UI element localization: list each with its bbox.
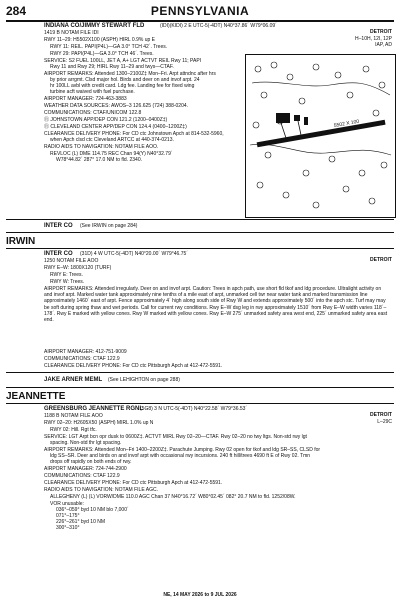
- entry-line: WEATHER DATA SOURCES: AWOS–3 126.625 (724) 388-0204.: [44, 103, 189, 109]
- airport-remarks-inter-co: AIRPORT REMARKS: Attended irregularly. Deer on and invof arpt. Caution: Trees in apch path, use short fld tkof and ldg procedure. Ultralight activity on and invof arpt. Marked water tank approximately nine tenths of a mile east of arpt, unmarked cell twr near water tank and marked transmission line approximately 1460´ east of arpt. Fence approximately 4´ high along south side of Rwy W and extends approximately 500´ into the apch stc. Turf may may be soft during spring thaw and wet periods. Call for current rwy conditions. Rwy E–W dsg leg in rwy approximately 1510´ from Rwy E–W width varies 118´–178´. Rwy E marked with yellow cones. Rwy W marked with yellow cones. Rwy E–W 275´ unmarked safety area west end, 225´ unmarked safety area east end.: [44, 286, 388, 324]
- airport-diagram-svg: [246, 55, 395, 217]
- entry-line: 1250 NOTAM FILE AOO: [44, 258, 99, 264]
- entry-line: when Apch clsd ctc Cleveland ARTCC at 440-374-0213.: [50, 137, 174, 143]
- entry-line: Rwy 11 and Rwy 29; HIRL Rwy 11–29 and twys—CTAF.: [50, 64, 174, 70]
- runway-dimension-label: 5502 X 100: [333, 118, 360, 130]
- section-divider: [6, 387, 394, 388]
- entry-line: RWY W: Trees.: [50, 279, 85, 285]
- entry-line: AIRPORT REMARKS: Attended 1300–2100Z‡ Mon–Fri. Arpt attndnc after hrs: [44, 71, 216, 77]
- region-indiana: DETROIT: [370, 29, 392, 35]
- entry-line: AIRPORT MANAGER: 412-751-9009: [44, 349, 127, 355]
- airport-name-indiana: INDIANA CO/JIMMY STEWART FLD: [44, 23, 145, 29]
- page-header: [6, 4, 394, 18]
- entry-line: spacing. Non-std thr lgt spacing.: [50, 440, 122, 446]
- entry-line: RWY 02: Hill. Rgt tfc.: [50, 427, 97, 433]
- entry-line: RWY 29: PAPI(P4L)—GA 3.0° TCH 46´. Trees.: [50, 51, 154, 57]
- region-greensburg: DETROIT: [370, 412, 392, 418]
- entry-line: VOR unusable:: [50, 501, 84, 507]
- entry-line: SERVICE: LGT Arpt bcn opr dusk to 0600Z‡. ACTVT MIRL Rwy 02–20—CTAF. Rwy 02–20 no twy ltgs. Non-std rwy lgt: [44, 434, 307, 440]
- entry-line: RWY E: Trees.: [50, 272, 83, 278]
- entry-line: Ⓡ CLEVELAND CENTER APP/DEP CON 124.4 (0400–1200Z‡): [44, 124, 187, 130]
- city-heading-irwin: IRWIN: [6, 236, 36, 247]
- entry-line: 1188 B NOTAM FILE AOO: [44, 413, 103, 419]
- section-divider: [6, 232, 394, 233]
- entry-line: CLEARANCE DELIVERY PHONE: For CD ctc Johnstown Apch at 814-532-5960,: [44, 131, 224, 137]
- ref-name-jake-arner: JAKE ARNER MEML: [44, 377, 103, 383]
- entry-line: W78°44.82´ 287° 17.0 NM to fld. 2340.: [56, 157, 142, 163]
- entry-line: AIRPORT MANAGER: 724-744-2900: [44, 466, 127, 472]
- entry-line: RWY 11: REIL. PAPI(P4L)—GA 3.0° TCH 42´. Trees.: [50, 44, 168, 50]
- ref-name-inter-co: INTER CO: [44, 223, 73, 229]
- entry-line: COMMUNICATIONS: CTAF 122.9: [44, 473, 120, 479]
- ref-text-jake-arner: (See LEHIGHTON on page 288): [108, 377, 180, 383]
- section-divider: [6, 372, 394, 373]
- entry-line: 036°–059° byd 10 NM blo 7,000´: [56, 507, 129, 513]
- entry-line: hr 100LL avbl with credit card. Ldg fee. Landing fee for fixed wing: [50, 83, 195, 89]
- entry-line: CLEARANCE DELIVERY PHONE: For CD ctc Pittsburgh Apch at 412-472-5591.: [44, 363, 223, 369]
- entry-line: RADIO AIDS TO NAVIGATION: NOTAM FILE AOO.: [44, 144, 159, 150]
- airport-id-line-indiana: (IDI)(KIDI) 2 E UTC-5(-4DT) N40°37.86´ W79°06.09´: [160, 23, 277, 29]
- entry-line: 226°–261° byd 10 NM: [56, 519, 106, 525]
- procedures-indiana: IAP, AD: [375, 42, 392, 48]
- header-rule: [6, 20, 394, 22]
- entry-line: ldg SS–SR. Deer and birds on and invof arpt with occasional rwy incursions. 240 ft hill/trees 4690 ft E of Rwy 02. Tmn: [50, 453, 311, 459]
- ref-text-inter-co: (See IRWIN on page 284): [80, 223, 138, 229]
- entry-line: COMMUNICATIONS: CTAF 122.9: [44, 356, 120, 362]
- state-title: PENNSYLVANIA: [150, 4, 250, 18]
- entry-line: COMMUNICATIONS: CTAF/UNICOM 122.8: [44, 110, 142, 116]
- entry-line: drops off rapidly on both ends of rwy.: [50, 459, 132, 465]
- airport-diagram: [245, 54, 396, 218]
- entry-line: AIRPORT REMARKS: Attended Mon–Fri 1400–2200Z‡. Parachute Jumping. Rwy 02 open for tkof and ldg SR–SS, CLSD for: [44, 447, 321, 453]
- page-footer: NE, 14 MAY 2026 to 9 JUL 2026: [163, 592, 237, 598]
- entry-line: RWY 02–20: H2605X50 (ASPH) MIRL 1.0% up N: [44, 420, 154, 426]
- entry-line: RWY E–W: 1800X120 (TURF): [44, 265, 112, 271]
- entry-line: AIRPORT MANAGER: 724-463-3883: [44, 96, 127, 102]
- chart-indiana: H–10H, 12I, 12P: [355, 36, 392, 42]
- entry-line: by prior arrgmt. Clsd major hol. Birds and deer on and invof arpt. 24: [50, 77, 200, 83]
- entry-line: RADIO AIDS TO NAVIGATION: NOTAM FILE AGC.: [44, 487, 159, 493]
- entry-line: Ⓡ JOHNSTOWN APP/DEP CON 121.2 (1200–0400Z‡): [44, 117, 168, 123]
- entry-line: REVLOC (L) DME 114.75 REC Chan 94(Y) N40°32.79´: [50, 151, 173, 157]
- section-divider: [6, 248, 394, 249]
- entry-line: 300°–310°: [56, 525, 80, 531]
- section-divider: [6, 219, 394, 220]
- entry-line: SERVICE: S2 FUEL 100LL, JET A, A+ LGT ACTVT REIL Rwy 11; PAPI: [44, 58, 202, 64]
- entry-line: CLEARANCE DELIVERY PHONE: For CD ctc Pittsburgh Apch at 412-472-5591.: [44, 480, 223, 486]
- airport-name-greensburg: GREENSBURG JEANNETTE RGNL: [44, 406, 144, 412]
- entry-line: RWY 11–29: H5502X100 (ASPH) HIRL 0.9% up E: [44, 37, 155, 43]
- chart-greensburg: L–29C: [377, 419, 392, 425]
- city-heading-jeannette: JEANNETTE: [6, 391, 66, 402]
- entry-line: turbine acft waived with fuel purchase.: [50, 89, 135, 95]
- entry-line: ALLEGHENY (L) (L) VORW/DME 110.0 AGC Chan 37 N40°16.72´ W80°02.45´ 082° 20.7 NM to fld. 1252/08W.: [50, 494, 296, 500]
- section-divider: [6, 403, 394, 404]
- region-inter-co: DETROIT: [370, 257, 392, 263]
- entry-line: 1419 B NOTAM FILE IDI: [44, 30, 99, 36]
- entry-line: 071°–175°: [56, 513, 80, 519]
- airport-id-line-greensburg: (5G8) 3 N UTC-5(-4DT) N40°22.58´ W79°36.53´: [140, 406, 248, 412]
- airport-id-line-inter-co: (31D) 4 W UTC-5(-4DT) N40°20.00´ W79°46.75´: [80, 251, 188, 257]
- page-number: 284: [6, 4, 27, 18]
- airport-name-inter-co: INTER CO: [44, 251, 73, 257]
